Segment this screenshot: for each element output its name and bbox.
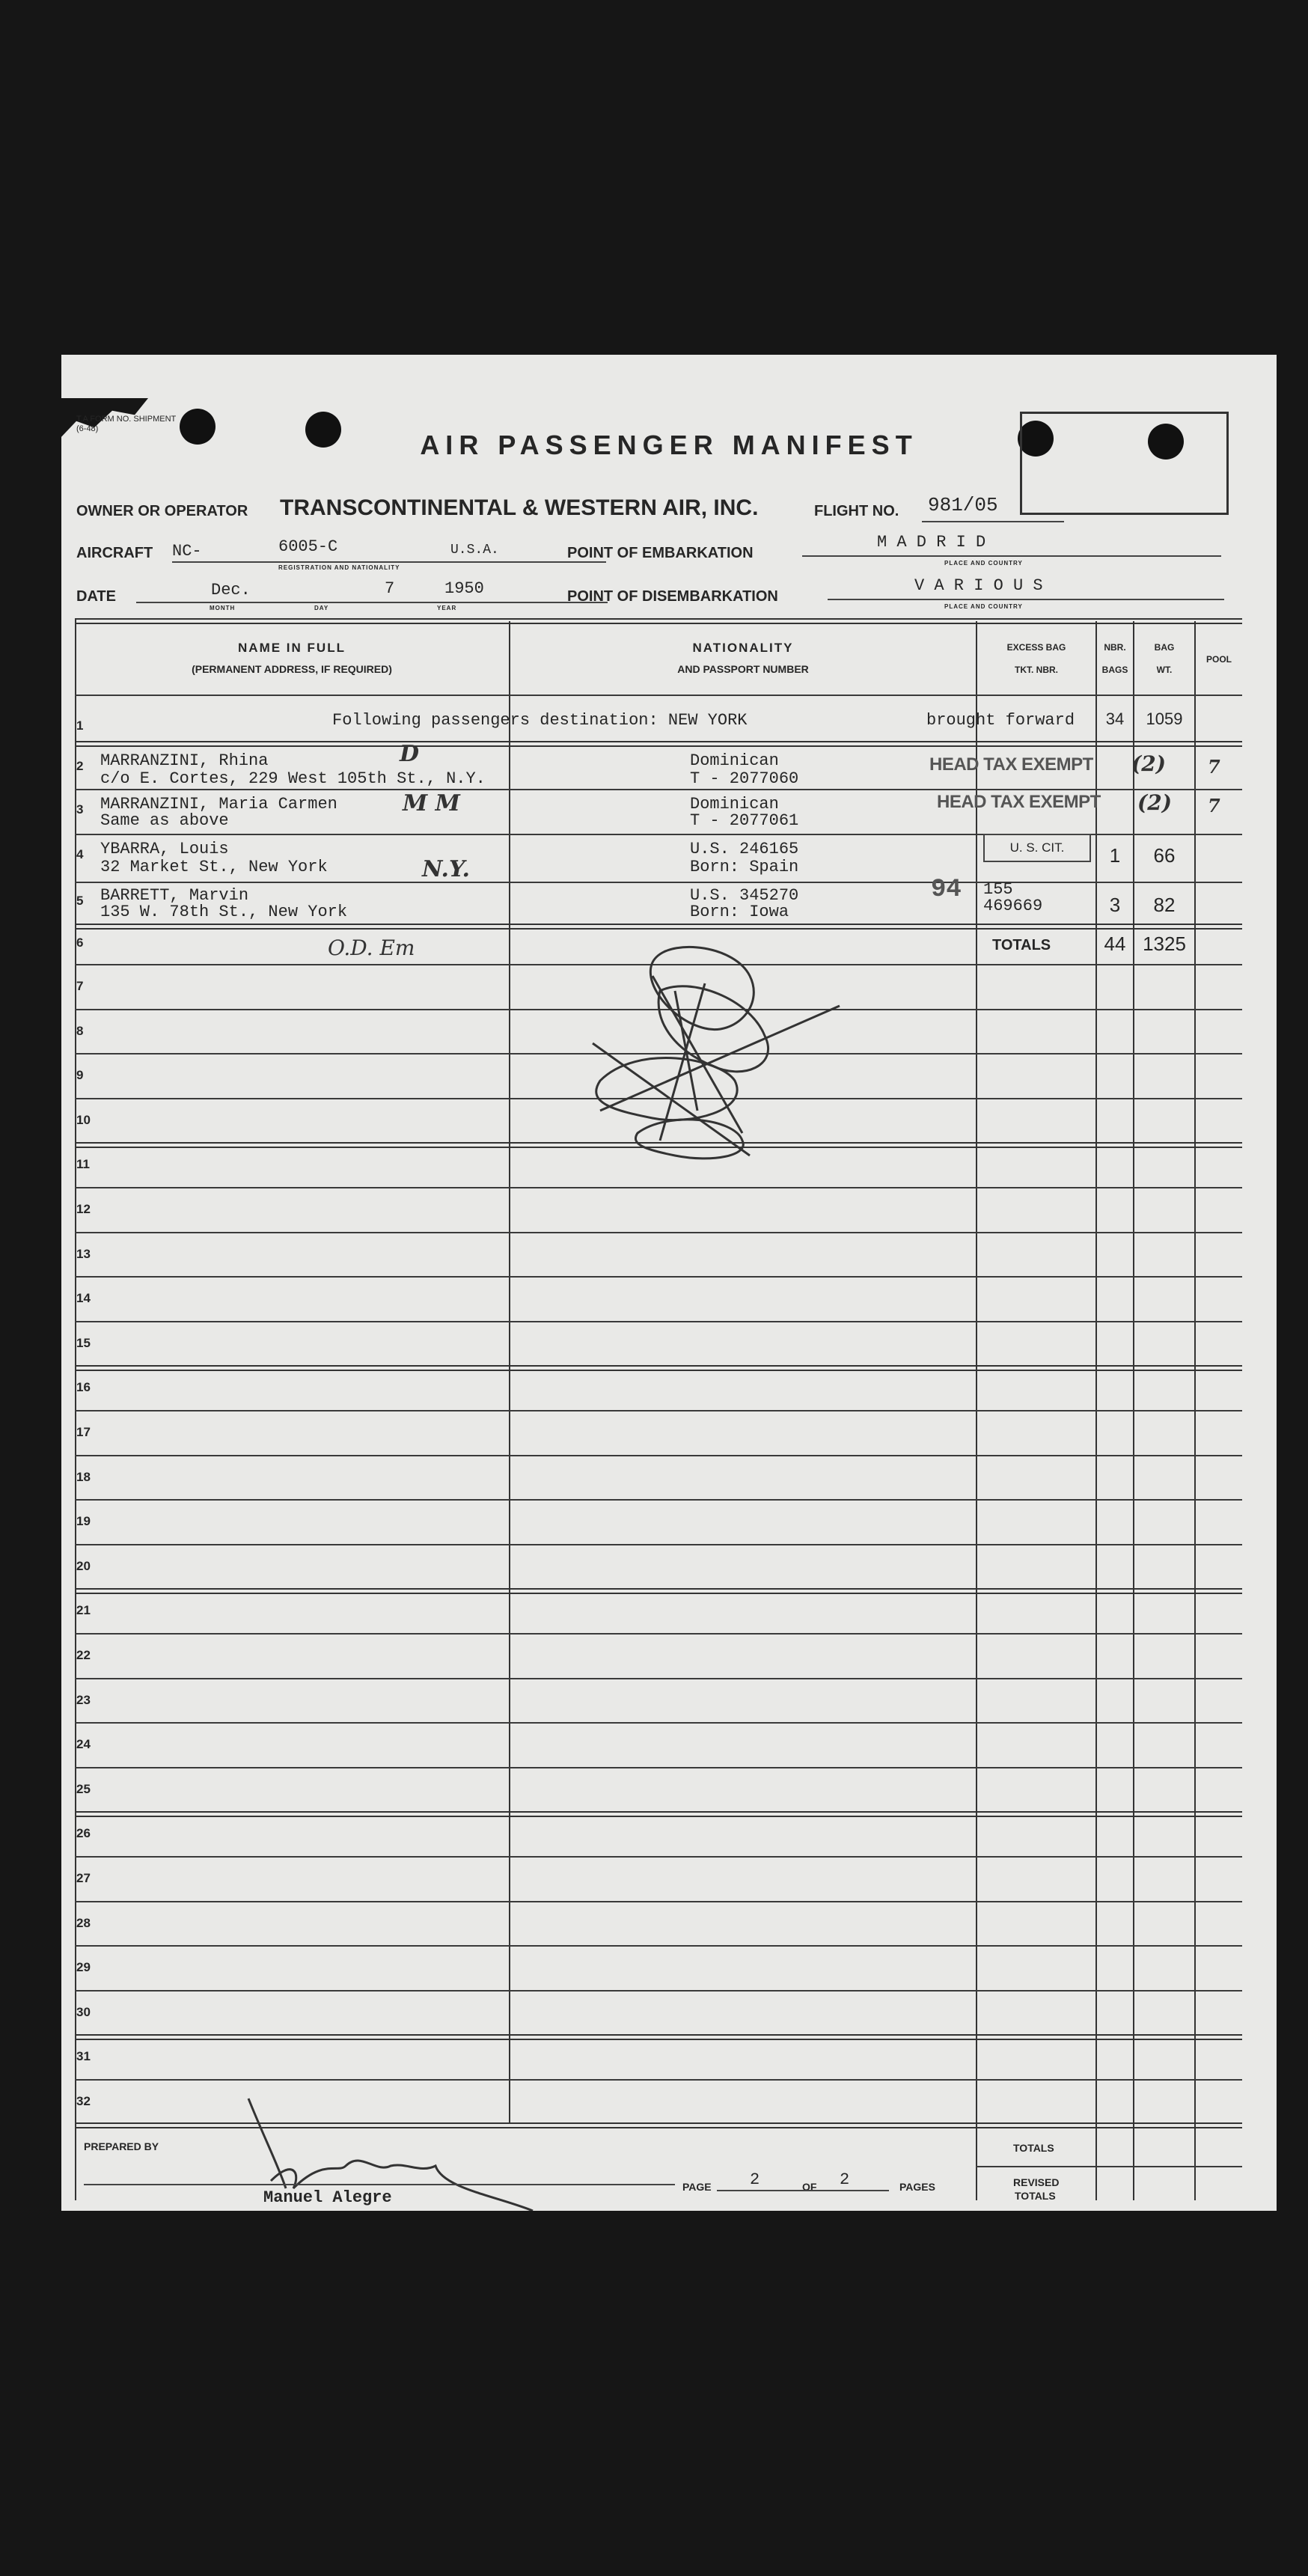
row-line: [75, 882, 1242, 883]
owner-label: OWNER OR OPERATOR: [76, 503, 248, 519]
aircraft-registration: 6005-C: [278, 537, 338, 556]
col-divider: [509, 621, 510, 2122]
passenger-birthplace: Born: Spain: [690, 858, 799, 876]
row-line: [75, 1232, 1242, 1233]
row-number: 23: [76, 1693, 91, 1707]
row-line: [75, 1365, 1242, 1371]
row-number: 17: [76, 1425, 91, 1439]
disembarkation-caption: PLACE AND COUNTRY: [944, 603, 1023, 610]
row-number: 21: [76, 1603, 91, 1617]
flight-underline: [922, 521, 1064, 522]
form-no-text: T.A FORM NO. SHIPMENT: [76, 415, 177, 424]
owner-value: TRANSCONTINENTAL & WESTERN AIR, INC.: [280, 495, 759, 520]
row1-brought-forward: brought forward: [926, 711, 1075, 730]
page-total: 2: [840, 2170, 850, 2189]
row1-weight: 1059: [1146, 709, 1183, 728]
disembarkation-underline: [828, 599, 1224, 600]
row-number: 24: [76, 1737, 91, 1751]
passenger-passport: T - 2077060: [690, 769, 799, 788]
totals-bags: 44: [1104, 933, 1126, 955]
row-number: 26: [76, 1826, 91, 1840]
row-number: 7: [76, 979, 84, 993]
row-number: 27: [76, 1871, 91, 1885]
row-line: [75, 789, 1242, 790]
date-day-caption: DAY: [314, 605, 329, 611]
passenger-name: BARRETT, Marvin: [100, 886, 249, 905]
row-number: 15: [76, 1336, 91, 1350]
row-number: 14: [76, 1291, 91, 1305]
embarkation-label: POINT OF EMBARKATION: [567, 545, 754, 561]
row-line: [75, 1678, 1242, 1679]
row-line: [75, 1455, 1242, 1456]
aircraft-label: AIRCRAFT: [76, 545, 153, 561]
col-header-pool: POOL: [1205, 654, 1232, 665]
excess-ticket-2: 469669: [983, 897, 1043, 915]
disembarkation-value: V A R I O U S: [914, 576, 1043, 595]
row-number: 30: [76, 2005, 91, 2019]
date-day: 7: [385, 579, 395, 598]
passenger-passport: T - 2077061: [690, 811, 799, 830]
col-header-name-sub: (PERMANENT ADDRESS, IF REQUIRED): [192, 663, 392, 675]
us-citizen-stamp: U. S. CIT.: [983, 834, 1091, 862]
row-number: 11: [76, 1157, 90, 1171]
handwritten-mark: D: [400, 741, 420, 767]
col-header-bag-sub: WT.: [1156, 665, 1173, 675]
row-line: [75, 741, 1242, 747]
row-number: 28: [76, 1916, 91, 1930]
row-line: [75, 1276, 1242, 1278]
excess-number: 94: [931, 876, 962, 904]
row-number: 29: [76, 1960, 91, 1974]
row-line: [75, 1187, 1242, 1188]
totals-weight: 1325: [1143, 933, 1186, 955]
row-number: 9: [76, 1068, 84, 1082]
footer-totals-line: [976, 2166, 1242, 2167]
row-number: 8: [76, 1024, 84, 1038]
row1-destination: Following passengers destination: NEW YORK: [332, 711, 748, 730]
embarkation-underline: [802, 555, 1221, 557]
embarkation-caption: PLACE AND COUNTRY: [944, 560, 1023, 567]
col-header-name: NAME IN FULL: [238, 641, 346, 655]
handwritten-mark: M M: [403, 790, 460, 817]
row-number: 31: [76, 2049, 91, 2063]
aircraft-prefix: NC-: [172, 542, 202, 561]
excess-ticket-1: 155: [983, 880, 1013, 899]
row-line: [75, 1544, 1242, 1545]
footer-totals-label: TOTALS: [1013, 2142, 1054, 2154]
page-number: 2: [750, 2170, 760, 2189]
row-number: 4: [76, 847, 84, 861]
revised-label-2: TOTALS: [1015, 2190, 1056, 2202]
date-year: 1950: [444, 579, 484, 598]
manifest-page: [61, 355, 1277, 2211]
row-number: 16: [76, 1380, 91, 1394]
passenger-name: MARRANZINI, Rhina: [100, 751, 269, 770]
col-header-nbr-sub: BAGS: [1101, 665, 1128, 675]
row-line: [75, 1633, 1242, 1635]
date-month-caption: MONTH: [210, 605, 236, 611]
row-number: 12: [76, 1202, 91, 1216]
date-label: DATE: [76, 588, 116, 605]
row-number: 3: [76, 802, 84, 817]
row-number: 1: [76, 718, 84, 733]
row-line: [75, 1588, 1242, 1594]
col-header-excess-sub: TKT. NBR.: [1015, 665, 1058, 675]
row-number: 18: [76, 1470, 91, 1484]
header-bottom-line: [75, 695, 1242, 696]
passenger-weight: 82: [1153, 894, 1176, 916]
passenger-weight: 66: [1153, 844, 1176, 867]
flight-label: FLIGHT NO.: [814, 503, 899, 519]
bags-handwritten: (2): [1131, 751, 1166, 776]
passenger-address: c/o E. Cortes, 229 West 105th St., N.Y.: [100, 769, 486, 788]
date-underline: [136, 602, 608, 603]
row-number: 10: [76, 1113, 91, 1127]
date-month: Dec.: [211, 581, 251, 599]
flight-value: 981/05: [928, 494, 998, 516]
passenger-bags: 1: [1109, 844, 1121, 867]
totals-row-label: TOTALS: [992, 937, 1051, 953]
col-header-excess: EXCESS BAG: [1006, 642, 1066, 653]
row-number: 20: [76, 1559, 91, 1573]
row-line: [75, 1722, 1242, 1724]
row-line: [75, 1811, 1242, 1817]
passenger-nationality: Dominican: [690, 795, 779, 814]
page-title: AIR PASSENGER MANIFEST: [420, 430, 918, 460]
bags-handwritten: (2): [1137, 790, 1172, 815]
row-line: [75, 1990, 1242, 1991]
passenger-bags: 3: [1109, 894, 1121, 916]
stamp-box: [1020, 412, 1229, 515]
row-line: [75, 2034, 1242, 2040]
passenger-birthplace: Born: Iowa: [690, 903, 789, 921]
row-line: [75, 1856, 1242, 1858]
row-line: [75, 1901, 1242, 1902]
aircraft-underline: [172, 561, 606, 563]
handwritten-initials: O.D. Em: [328, 936, 415, 960]
passenger-nationality: U.S. 246165: [690, 840, 799, 858]
row-number: 22: [76, 1648, 91, 1662]
page-label: PAGE: [682, 2181, 712, 2193]
pool-handwritten: 7: [1208, 756, 1220, 778]
head-tax-stamp: HEAD TAX EXEMPT: [929, 754, 1093, 775]
signature-scribble: [525, 931, 899, 1178]
embarkation-value: M A D R I D: [877, 533, 986, 552]
passenger-nationality: U.S. 345270: [690, 886, 799, 905]
row-number: 13: [76, 1247, 91, 1261]
passenger-name: MARRANZINI, Maria Carmen: [100, 795, 337, 814]
of-label: OF: [802, 2181, 817, 2193]
passenger-nationality: Dominican: [690, 751, 779, 770]
head-tax-stamp: HEAD TAX EXEMPT: [937, 792, 1101, 812]
passenger-address: Same as above: [100, 811, 229, 830]
prepared-by-underline: [84, 2184, 675, 2185]
table-top-border: [75, 618, 1242, 624]
pool-handwritten: 7: [1208, 795, 1220, 817]
date-year-caption: YEAR: [437, 605, 457, 611]
prepared-by-label: PREPARED BY: [84, 2140, 159, 2152]
row-number: 5: [76, 894, 84, 908]
row-line: [75, 1767, 1242, 1768]
preparer-name: Manuel Alegre: [263, 2188, 392, 2207]
page-underline: [717, 2190, 889, 2191]
passenger-name: YBARRA, Louis: [100, 840, 229, 858]
row-number: 19: [76, 1514, 91, 1528]
aircraft-nationality: U.S.A.: [450, 543, 499, 558]
row-line: [75, 1945, 1242, 1947]
form-date-text: (6-48): [76, 424, 99, 433]
row-line: [75, 1499, 1242, 1501]
row-line: [75, 1321, 1242, 1322]
row-line: [75, 1410, 1242, 1411]
aircraft-caption: REGISTRATION AND NATIONALITY: [278, 564, 400, 571]
col-header-bag: BAG: [1154, 642, 1175, 653]
row1-bags: 34: [1105, 709, 1125, 728]
revised-label: REVISED: [1013, 2176, 1060, 2188]
col-header-nbr: NBR.: [1104, 642, 1126, 653]
row-line: [75, 924, 1242, 930]
handwritten-mark: N.Y.: [422, 856, 470, 882]
passenger-address: 135 W. 78th St., New York: [100, 903, 348, 921]
row-line: [75, 2079, 1242, 2081]
row-number: 32: [76, 2094, 91, 2108]
col-header-nationality: NATIONALITY: [692, 641, 794, 655]
row-number: 6: [76, 936, 84, 950]
row-number: 2: [76, 759, 84, 773]
disembarkation-label: POINT OF DISEMBARKATION: [567, 588, 778, 605]
pages-label: PAGES: [899, 2181, 935, 2193]
col-header-nationality-sub: AND PASSPORT NUMBER: [677, 663, 809, 675]
passenger-address: 32 Market St., New York: [100, 858, 328, 876]
row-number: 25: [76, 1782, 91, 1796]
